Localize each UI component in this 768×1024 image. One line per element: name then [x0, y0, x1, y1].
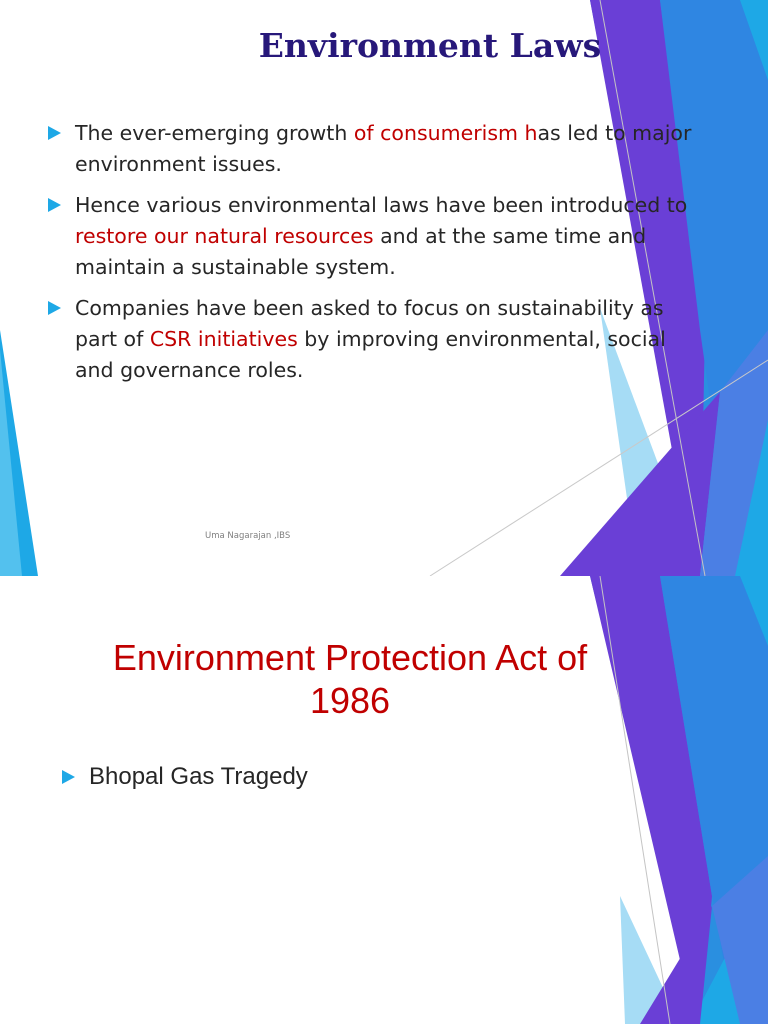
bullet-text: as led to major environment issues. [75, 121, 692, 176]
bullet-text: Bhopal Gas Tragedy [89, 763, 308, 790]
bullet-list [48, 118, 698, 396]
right-triangle-arrow-icon [48, 126, 61, 140]
bullet-text: The ever-emerging growth [75, 121, 354, 145]
list-item [48, 293, 698, 386]
bullet-text: by improving environmental, social and governance roles. [75, 327, 666, 382]
list-item [62, 762, 562, 792]
list-item [48, 118, 698, 180]
page-title: Environment Protection Act of 1986 [112, 637, 588, 721]
right-triangle-arrow-icon [48, 301, 61, 315]
slide-footer: Uma Nagarajan ,IBS [205, 531, 291, 541]
bullet-text: and at the same time and maintain a sustainable system. [75, 224, 647, 279]
list-item [48, 190, 698, 283]
bullet-text: Companies have been asked to focus on sustainability as part of [75, 296, 664, 351]
slide-environment-protection-act [0, 576, 768, 1024]
highlighted-text: restore our natural resources [75, 224, 374, 248]
bullet-text: Hence various environmental laws have been introduced to [75, 193, 688, 217]
highlighted-text: CSR initiatives [149, 327, 298, 351]
page-title: Environment Laws [258, 26, 602, 65]
right-triangle-arrow-icon [62, 770, 75, 784]
right-triangle-arrow-icon [48, 198, 61, 212]
bullet-list [62, 762, 562, 792]
highlighted-text: of consumerism h [353, 121, 538, 145]
